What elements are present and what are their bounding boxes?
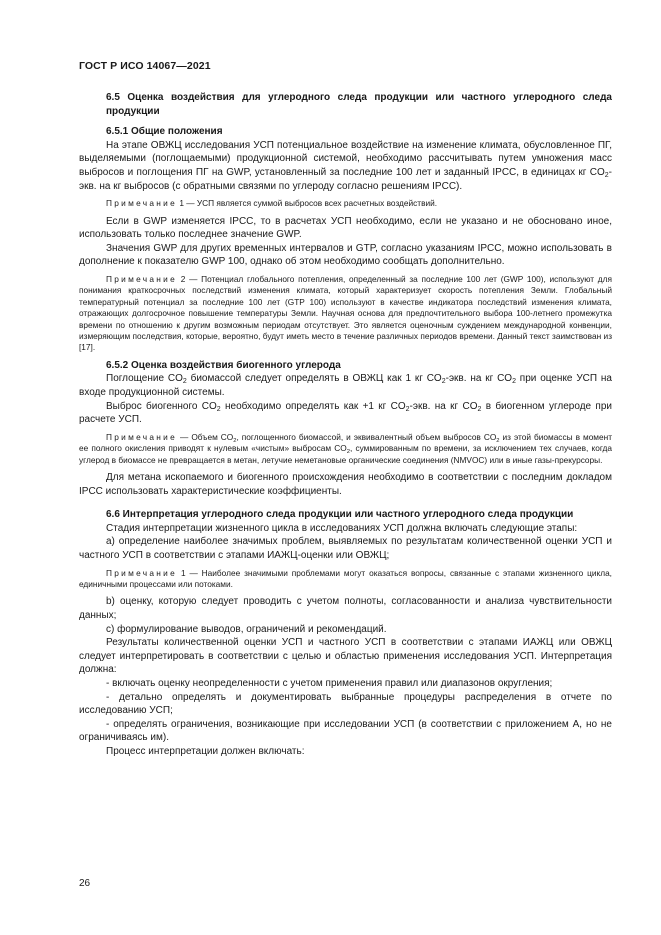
section-heading: 6.5 Оценка воздействия для углеродного следа продукции или частного углеродного следа продукции <box>106 92 612 117</box>
section-heading: 6.5.2 Оценка воздействия биогенного углерода <box>106 359 341 371</box>
paragraph: - включать оценку неопределенности с учетом применения правил или диапазонов округления; <box>106 677 553 689</box>
note-paragraph: Примечание 2 — Потенциал глобального потепления, определенный за последние 100 лет (GWP 100), используют для понимания краткосрочных последствий изменения климата, который характеризует скорость потепления Земли. Глобальный температурный потенциал за последние 100 лет (GTP 100) используют в качестве индикатора последствий изменения климата, отражающих долгосрочное повышение температуры Земли. Научная основа для предпочтительного выбора 100-летнего промежутка времени по отношению к другим возможным периодам отсутствует. Это является оценочным суждением международной конвенции, измеряющим последствия, которые, вероятно, будут иметь место в течение различных периодов времени. Данный текст заимствован из [17]. <box>79 273 612 353</box>
section-heading: 6.5.1 Общие положения <box>106 126 223 138</box>
page-number: 26 <box>79 878 91 889</box>
paragraph: c) формулирование выводов, ограничений и рекомендаций. <box>106 623 387 635</box>
note-paragraph: Примечание — Объем $CO_2$, поглощенного биомассой, и эквивалентный объем выбросов $CO_2$ из этой биомассы в момент ее полного окисления приводят к нулевым «чистым» выбросам $CO_2$, суммированным по времени, за исключением тех случаев, когда углерод в биомассе не превращается в метан, летучие неметановые органические соединения (NMVOC) или в иные газы-прекурсоры. <box>79 431 613 465</box>
document-header: ГОСТ Р ИСО 14067—2021 <box>79 60 211 72</box>
paragraph: Для метана ископаемого и биогенного происхождения необходимо в соответствии с последним докладом IPCC использовать характеристические коэффициенты. <box>79 471 612 497</box>
paragraph: Если в GWP изменяется IPCC, то в расчетах УСП необходимо, если не указано и не обосновано иное, использовать только последнее значение GWP. <box>79 215 612 241</box>
paragraph: Результаты количественной оценки УСП и частного УСП в соответствии с этапами ИАЖЦ или ОВЖЦ следует интерпретировать в соответствии с целью и областью применения исследования УСП. Интерпретация должна: <box>79 637 612 676</box>
paragraph: Значения GWP для других временных интервалов и GTP, согласно указаниям IPCC, можно использовать в дополнение к показателю GWP 100, однако об этом необходимо сообщать дополнительно. <box>79 242 612 268</box>
paragraph: Поглощение $CO_2$ биомассой следует определять в ОВЖЦ как 1 кг $CO_2$-экв. на кг $CO_2$ при оценке УСП на входе продукционной системы. <box>79 373 612 398</box>
paragraph: - определять ограничения, возникающие при исследовании УСП (в соответствии с приложением А, но не ограничиваясь им). <box>79 718 612 744</box>
paragraph: Стадия интерпретации жизненного цикла в исследованиях УСП должна включать следующие этапы: <box>106 522 578 534</box>
section-heading: 6.6 Интерпретация углеродного следа продукции или частного углеродного следа продукции <box>106 509 574 521</box>
note-paragraph: Примечание 1 — Наиболее значимыми проблемами могут оказаться вопросы, связанные с этапами жизненного цикла, единичными процессами или потоками. <box>79 567 612 589</box>
paragraph: b) оценку, которую следует проводить с учетом полноты, согласованности и анализа чувствительности данных; <box>79 596 612 621</box>
paragraph: а) определение наиболее значимых проблем, выявляемых по результатам количественной оценки УСП и частного УСП в соответствии с этапами ИАЖЦ-оценки или ОВЖЦ; <box>79 536 612 561</box>
paragraph: Процесс интерпретации должен включать: <box>106 745 305 757</box>
paragraph: На этапе ОВЖЦ исследования УСП потенциальное воздействие на изменение климата, обусловленное ПГ, выделяемыми (поглощаемыми) продукционной системой, необходимо рассчитывать путем умножения масс выбросов и поглощения ПГ на GWP, установленный за последние 100 лет и заданный IPCC, в единицах кг $CO_2$-экв. на кг выбросов (с обратными связями по углероду согласно решениям IPCC). <box>79 139 612 192</box>
note-paragraph: Примечание 1 — УСП является суммой выбросов всех расчетных воздействий. <box>106 198 438 209</box>
paragraph: Выброс биогенного $CO_2$ необходимо определять как +1 кг $CO_2$-экв. на кг $CO_2$ в биогенном углероде при расчете УСП. <box>79 400 612 426</box>
document-body <box>79 91 612 758</box>
paragraph: - детально определять и документировать выбранные процедуры распределения в отчете по исследованию УСП; <box>79 691 612 717</box>
